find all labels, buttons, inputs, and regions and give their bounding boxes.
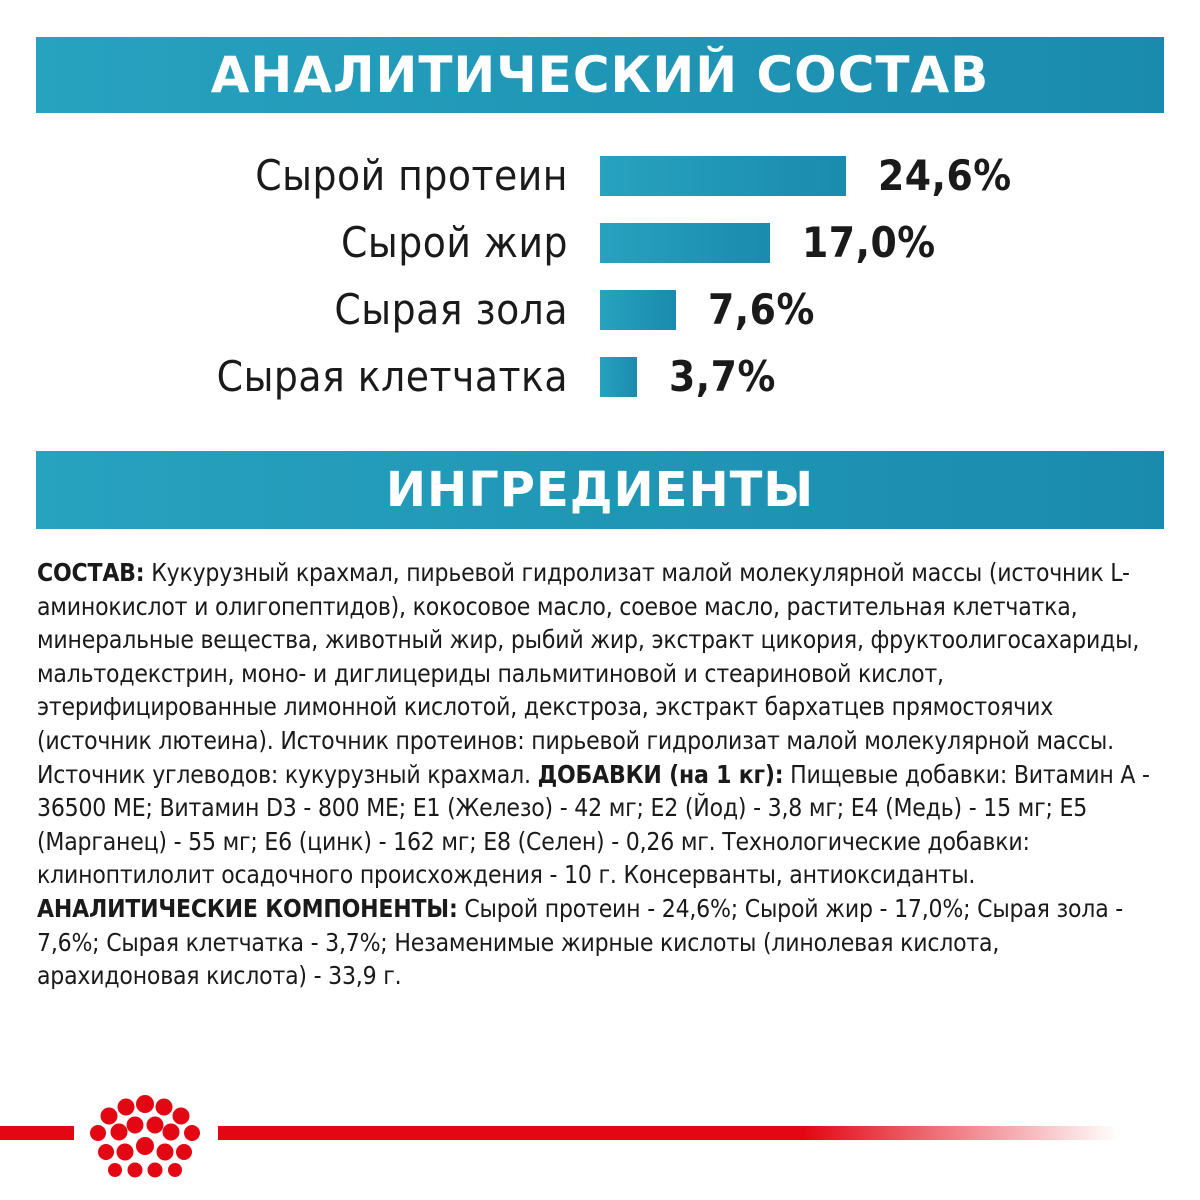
chart-bar [600, 357, 637, 397]
chart-category-label: Сырой жир [341, 218, 568, 267]
analytic-label: АНАЛИТИЧЕСКИЕ КОМПОНЕНТЫ: [37, 893, 458, 923]
composition-label: СОСТАВ: [37, 558, 145, 587]
analysis-bar-chart [0, 140, 1200, 420]
chart-value-label: 24,6% [878, 151, 1012, 200]
ingredients-header [36, 451, 1164, 529]
chart-row [0, 143, 1200, 209]
chart-value-label: 7,6% [708, 285, 815, 334]
additives-text: Пищевые добавки: Витамин А - 36500 МЕ; Витамин D3 - 800 МЕ; Е1 (Железо) - 42 мг; Е2 (Йод) - 3,8 мг; Е4 (Медь) - 15 мг; Е5 (Марганец) - 55 мг; Е6 (цинк) - 162 мг; Е8 (Селен) - 0,26 мг. Технологические добавки: клиноптилолит осадочного происхождения - 10 г. Консерванты, антиоксиданты. [37, 759, 1150, 890]
chart-category-label: Сырая клетчатка [216, 352, 568, 401]
chart-bar [600, 290, 676, 330]
analytic-text: Сырой протеин - 24,6%; Сырой жир - 17,0%; Сырая зола - 7,6%; Сырая клетчатка - 3,7%; Незаменимые жирные кислоты (линолевая кислота, арахидоновая кислота) - 33,9 г. [37, 893, 1124, 991]
chart-category-label: Сырая зола [334, 285, 568, 334]
composition-text: Кукурузный крахмал, пирьевой гидролизат малой молекулярной массы (источник L-аминокислот и олигопептидов), кокосовое масло, соевое масло, растительная клетчатка, минеральные вещества, животный жир, рыбий жир, экстракт цикория, фруктоолигосахариды, мальтодекстрин, моно- и диглицериды пальмитиновой и стеариновой кислот, этерифицированные лимонной кислотой, декстроза, экстракт бархатцев прямостоячих (источник лютеина). Источник протеинов: пирьевой гидролизат малой молекулярной массы. Источник углеводов: кукурузный крахмал. [37, 558, 1140, 789]
chart-category-label: Сырой протеин [255, 151, 568, 200]
chart-row [0, 344, 1200, 410]
footer-red-line-right [218, 1126, 1118, 1140]
crown-logo-icon [80, 1090, 210, 1180]
analysis-header-title: АНАЛИТИЧЕСКИЙ СОСТАВ [210, 46, 990, 104]
footer-red-line-left [0, 1126, 74, 1140]
additives-label: ДОБАВКИ (на 1 кг): [537, 759, 784, 789]
chart-value-label: 3,7% [669, 352, 776, 401]
chart-row [0, 210, 1200, 276]
ingredients-text [37, 556, 1165, 993]
ingredients-header-title: ИНГРЕДИЕНТЫ [385, 462, 815, 518]
chart-value-label: 17,0% [802, 218, 936, 267]
chart-bar [600, 156, 846, 196]
chart-bar [600, 223, 770, 263]
analysis-header [36, 37, 1164, 113]
chart-row [0, 277, 1200, 343]
